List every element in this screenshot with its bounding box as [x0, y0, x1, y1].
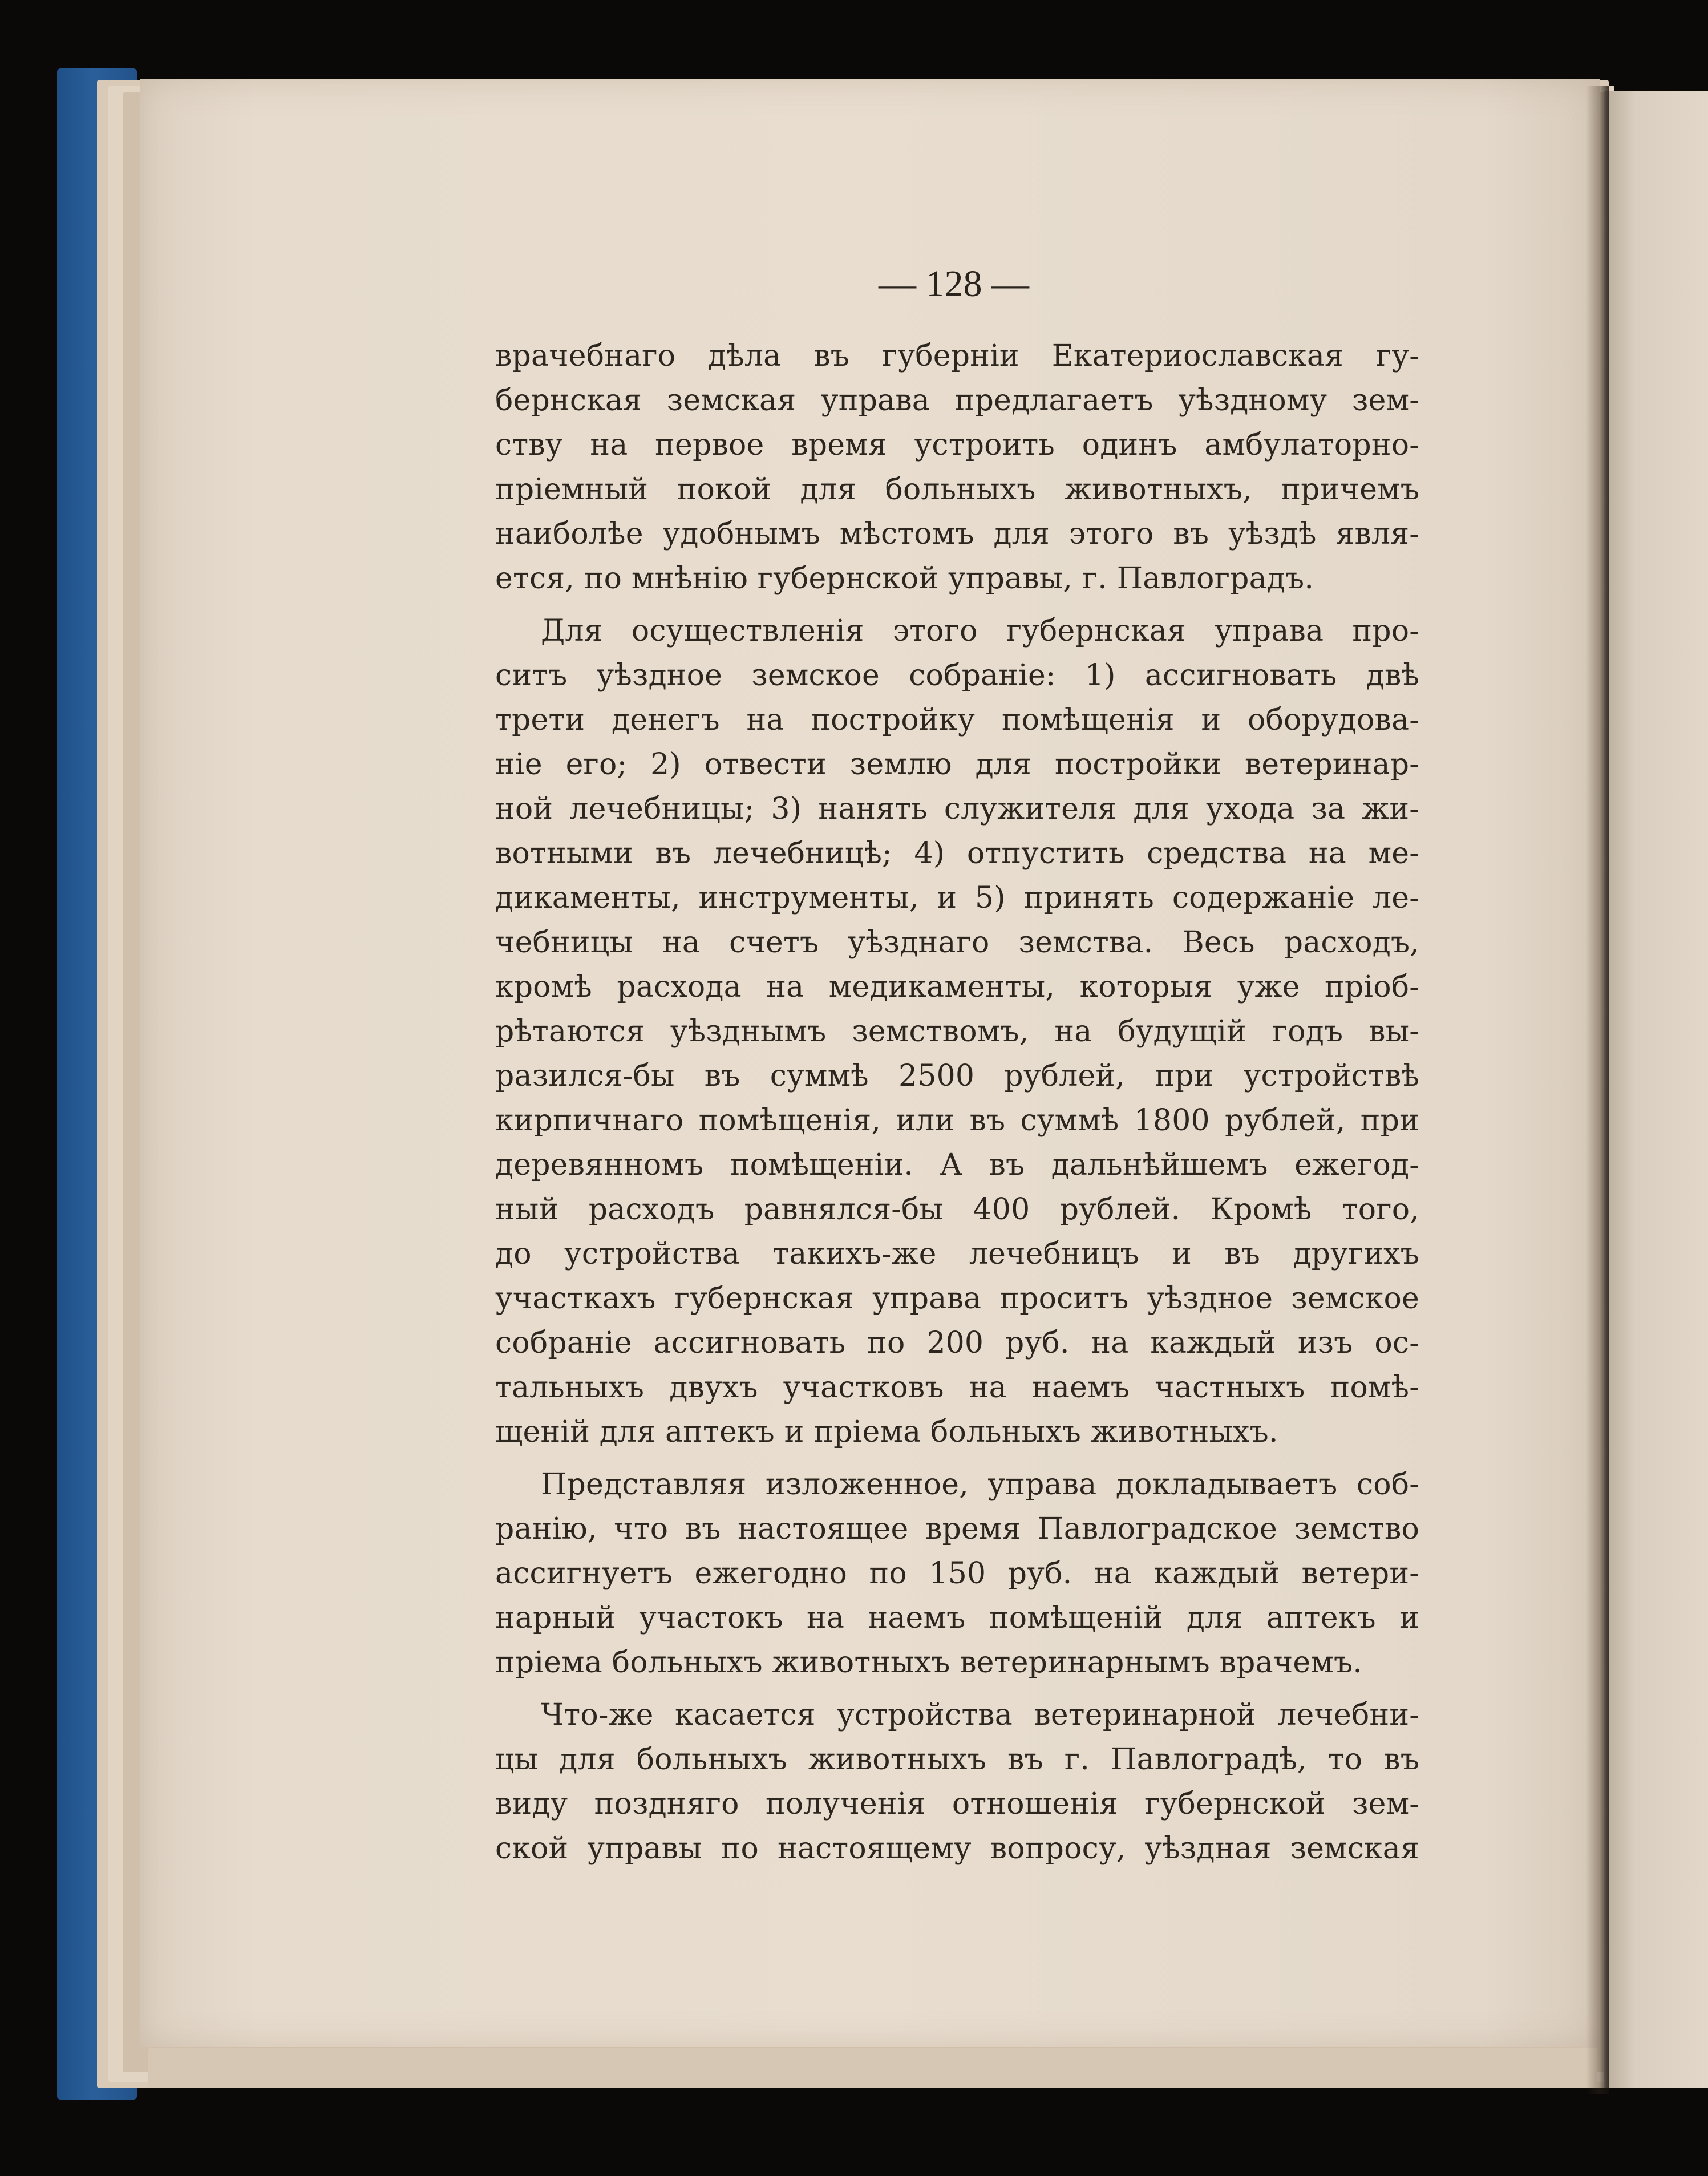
text-line: кирпичнаго помѣщенія, или въ суммѣ 1800 рублей, при [495, 1103, 1419, 1138]
text-line: Что-же касается устройства ветеринарной лечебни- [541, 1698, 1419, 1732]
gutter-shadow [1586, 86, 1609, 2094]
page-edge-bottom [148, 2048, 1597, 2088]
text-line: ется, по мнѣнію губернской управы, г. Павлоградъ. [495, 561, 1314, 596]
page-number: — 128 — [879, 263, 1029, 305]
text-line: тальныхъ двухъ участковъ на наемъ частныхъ помѣ- [495, 1370, 1419, 1405]
text-line: ранію, что въ настоящее время Павлоградское земство [495, 1512, 1419, 1546]
text-line: ніе его; 2) отвести землю для постройки ветеринар- [495, 747, 1419, 782]
text-line: виду поздняго полученія отношенія губернской зем- [495, 1787, 1419, 1821]
text-line: вотными въ лечебницѣ; 4) отпустить средства на ме- [495, 836, 1419, 871]
text-line: пріема больныхъ животныхъ ветеринарнымъ врачемъ. [495, 1645, 1363, 1680]
text-line: ситъ уѣздное земское собраніе: 1) ассигновать двѣ [495, 658, 1419, 693]
text-line: ской управы по настоящему вопросу, уѣздная земская [495, 1831, 1419, 1866]
text-line: нарный участокъ на наемъ помѣщеній для аптекъ и [495, 1601, 1419, 1635]
text-line: до устройства такихъ-же лечебницъ и въ другихъ [495, 1237, 1419, 1271]
text-line: пріемный покой для больныхъ животныхъ, причемъ [495, 472, 1419, 507]
text-line: цы для больныхъ животныхъ въ г. Павлоградѣ, то въ [495, 1742, 1419, 1777]
adjacent-page [1604, 91, 1708, 2088]
text-line: рѣтаются уѣзднымъ земствомъ, на будущій годъ вы- [495, 1014, 1419, 1049]
text-line: Представляя изложенное, управа докладываетъ соб- [541, 1467, 1419, 1502]
text-line: участкахъ губернская управа проситъ уѣздное земское [495, 1281, 1419, 1316]
text-line: ный расходъ равнялся-бы 400 рублей. Кромѣ того, [495, 1192, 1419, 1227]
text-line: врачебнаго дѣла въ губерніи Екатериославская гу- [495, 339, 1419, 373]
page-text [495, 334, 1419, 1871]
text-line: деревянномъ помѣщеніи. А въ дальнѣйшемъ ежегод- [495, 1148, 1419, 1182]
text-line: собраніе ассигновать по 200 руб. на каждый изъ ос- [495, 1326, 1419, 1360]
text-line: ассигнуетъ ежегодно по 150 руб. на каждый ветери- [495, 1556, 1419, 1591]
text-line: наиболѣе удобнымъ мѣстомъ для этого въ уѣздѣ явля- [495, 517, 1419, 551]
text-line: ству на первое время устроить одинъ амбулаторно- [495, 428, 1419, 462]
text-line: Для осуществленія этого губернская управа про- [541, 614, 1419, 648]
text-line: разился-бы въ суммѣ 2500 рублей, при устройствѣ [495, 1059, 1419, 1093]
text-line: дикаменты, инструменты, и 5) принять содержаніе ле- [495, 881, 1419, 915]
text-line: трети денегъ на постройку помѣщенія и оборудова- [495, 703, 1419, 737]
text-line: бернская земская управа предлагаетъ уѣздному зем- [495, 383, 1419, 418]
text-line: щеній для аптекъ и пріема больныхъ животныхъ. [495, 1415, 1278, 1449]
text-line: кромѣ расхода на медикаменты, которыя уже пріоб- [495, 970, 1419, 1004]
text-line: чебницы на счетъ уѣзднаго земства. Весь расходъ, [495, 925, 1419, 960]
text-line: ной лечебницы; 3) нанять служителя для ухода за жи- [495, 792, 1419, 826]
